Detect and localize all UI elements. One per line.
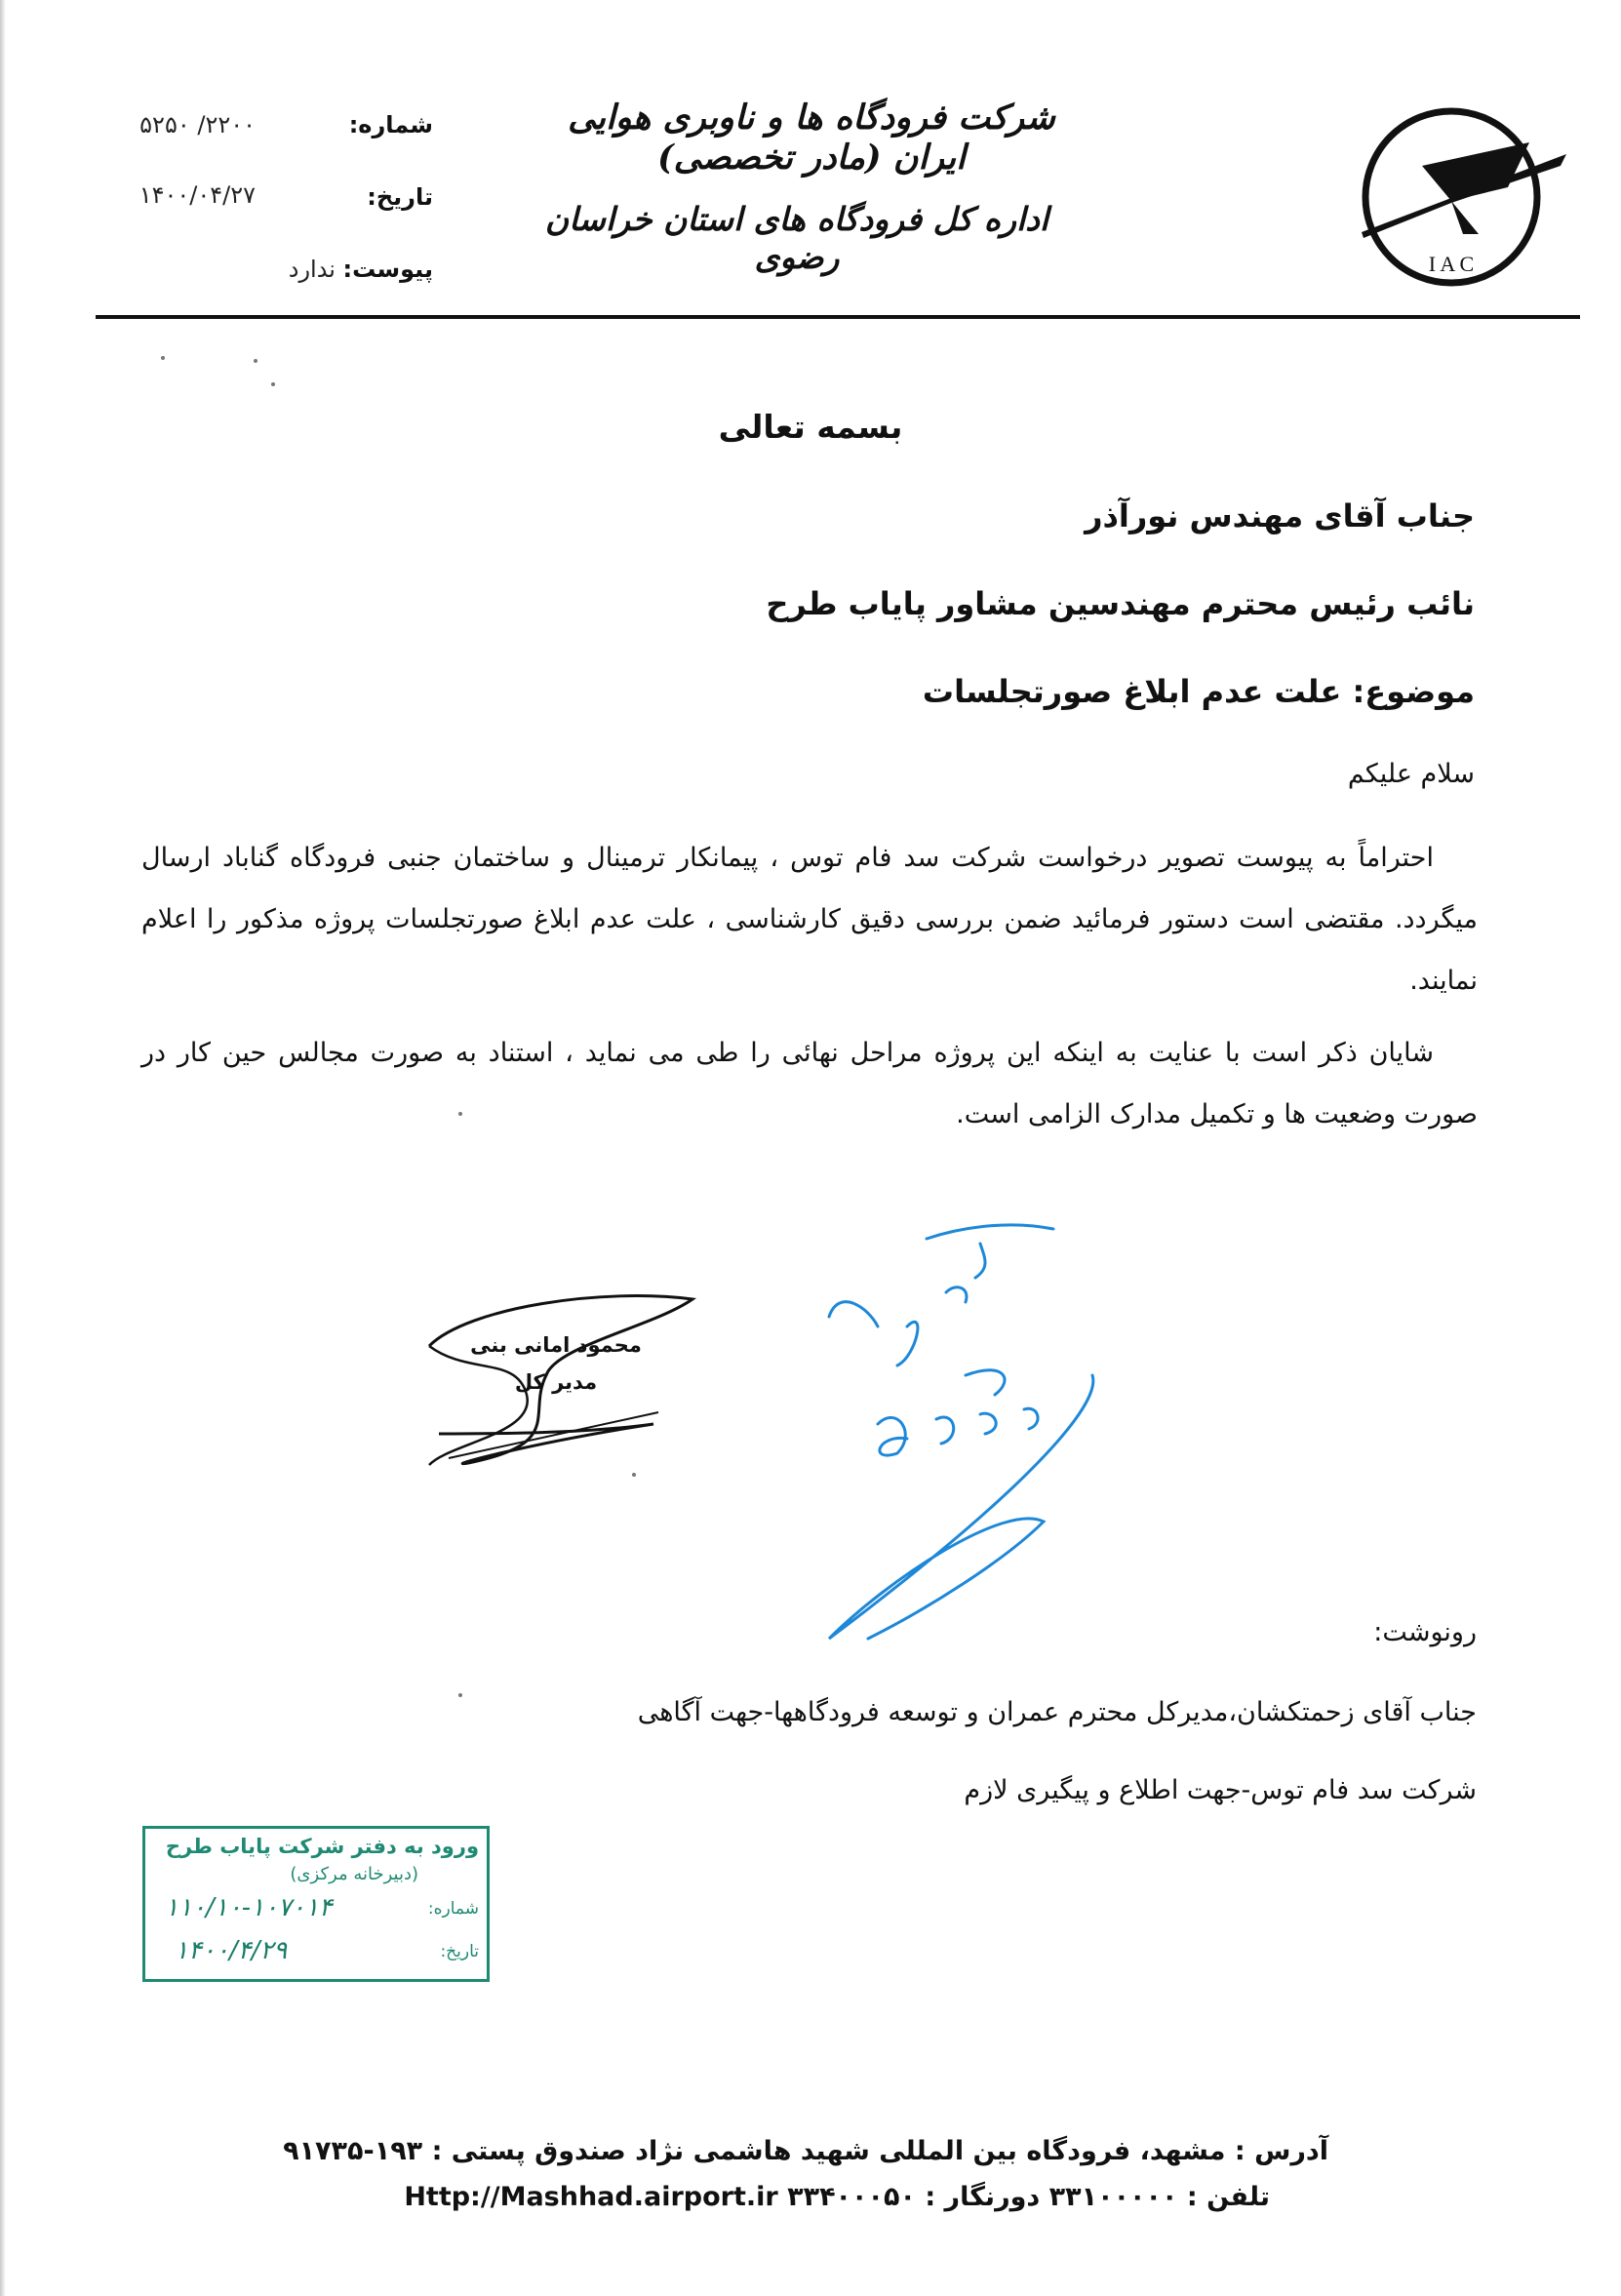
stamp-title: ورود به دفتر شرکت پایاب طرح [165, 1835, 479, 1858]
body-paragraph-1: احتراماً به پیوست تصویر درخواست شرکت سد فام توس ، پیمانکار ترمینال و ساختمان جنبی فرودگاه گناباد ارسال میگردد. مقتضی است دستور فرمائید ضمن بررسی دقیق کارشناسی ، علت عدم ابلاغ صورتجلسات پروژه مذکور را اعلام نمایند. [141, 843, 1478, 996]
scan-speck [254, 359, 257, 363]
cc-item-2: شرکت سد فام توس-جهت اطلاع و پیگیری لازم [964, 1775, 1477, 1805]
footer-contact: تلفن : ۳۳۱۰۰۰۰۰ دورنگار : ۳۳۴۰۰۰۵۰ Http://Mashhad.airport.ir [404, 2182, 1270, 2212]
scan-speck [271, 382, 275, 386]
number-label: شماره: [348, 111, 433, 139]
received-stamp [142, 1826, 490, 1982]
org-department: اداره کل فرودگاه های استان خراسان رضوی [544, 200, 1049, 276]
date-label: تاریخ: [367, 183, 433, 211]
signatory [468, 1326, 644, 1401]
cc-item-1: جناب آقای زحمتکشان،مدیرکل محترم عمران و توسعه فرودگاهها-جهت آگاهی [637, 1697, 1477, 1727]
scan-speck [458, 1693, 462, 1697]
cc-label: رونوشت: [1373, 1617, 1477, 1647]
attachment-label: پیوست: [342, 256, 433, 283]
scan-speck [632, 1473, 636, 1477]
attachment-value: ندارد [288, 256, 336, 283]
basmala: بسمه تعالی [718, 408, 903, 446]
org-name: شرکت فرودگاه ها و ناوبری هوایی ایران (مادر تخصصی) [568, 98, 1055, 178]
recipient-name: جناب آقای مهندس نورآذر [1085, 497, 1475, 534]
number-value: ۲۲۰۰/ ۵۲۵۰ [139, 111, 256, 139]
handwritten-note [810, 1209, 1141, 1658]
stamp-number-label: شماره: [427, 1899, 479, 1919]
signatory-title: مدیر کل [514, 1370, 598, 1394]
stamp-subtitle: (دبیرخانه مرکزی) [290, 1864, 418, 1884]
stamp-number-value: ۱۱۰/۱۰-۱۰۷۰۱۴ [165, 1893, 333, 1922]
recipient-title: نائب رئیس محترم مهندسین مشاور پایاب طرح [766, 585, 1475, 622]
body-paragraph-2: شایان ذکر است با عنایت به اینکه این پروژه مراحل نهائی را طی می نماید ، استناد به صورت مجالس حین کار در صورت وضعیت ها و تکمیل مدارک الزامی است. [141, 1038, 1478, 1129]
scan-edge [0, 0, 6, 2296]
stamp-date-label: تاریخ: [440, 1942, 479, 1961]
signatory-name: محمود امانی بنی [470, 1333, 642, 1357]
scan-speck [161, 356, 165, 360]
logo-text: I A C [1428, 252, 1475, 276]
subject-line: موضوع: علت عدم ابلاغ صورتجلسات [922, 673, 1475, 710]
scan-speck [458, 1112, 462, 1116]
stamp-date-value: ۱۴۰۰/۴/۲۹ [175, 1936, 288, 1965]
footer-address: آدرس : مشهد، فرودگاه بین المللی شهید هاشمی نژاد صندوق پستی : ۱۹۳-۹۱۷۳۵ [283, 2136, 1328, 2166]
greeting: سلام علیکم [1347, 759, 1475, 789]
iac-logo-icon [1305, 107, 1568, 293]
header-divider [96, 315, 1580, 319]
date-value: ۱۴۰۰/۰۴/۲۷ [138, 181, 256, 209]
